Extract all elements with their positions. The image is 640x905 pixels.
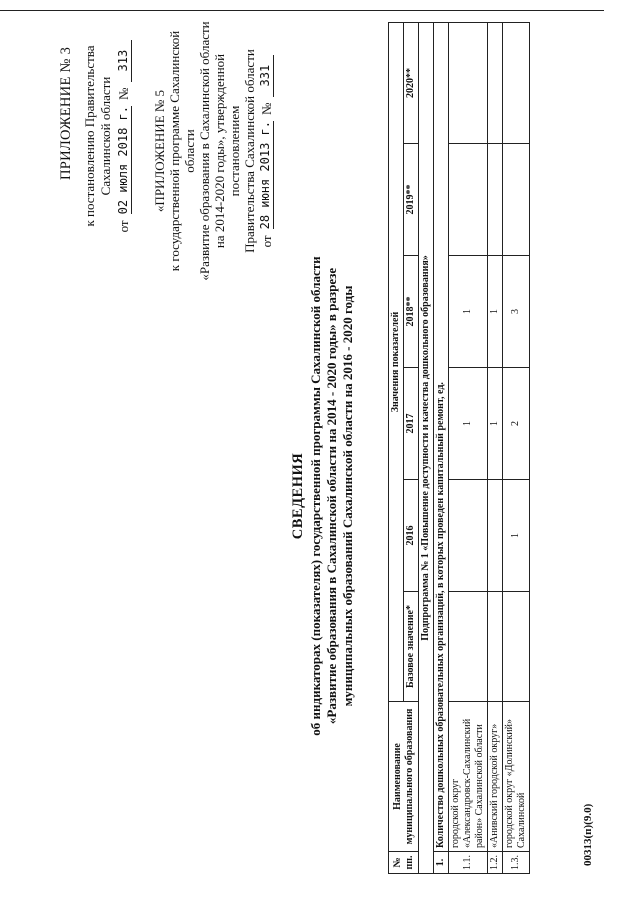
title-line3: муниципальных образований Сахалинской области на 2016 - 2020 годы [340,285,355,707]
cell-2019 [503,144,530,256]
cell-2018: 1 [449,256,488,368]
table-row [449,23,488,874]
cell-2020 [503,23,530,144]
table-row [503,23,530,874]
cell-2016: 1 [503,480,530,592]
cell-base [503,592,530,702]
indicator-num: 1. [434,852,449,874]
resolution-number: 313 [115,40,132,82]
cell-base [488,592,503,702]
resolution-line1: к постановлению Правительства [82,45,97,227]
program-appendix-block [152,21,274,281]
table-row [488,23,503,874]
col-year-header: 2020** [404,23,419,144]
cell-2018: 3 [503,256,530,368]
cell-base [449,592,488,702]
table-header-row [389,23,404,874]
rotated-page [52,6,612,870]
program-line1: к государственной программе Сахалинской области [167,30,197,272]
cell-2019 [449,144,488,256]
document-title [290,216,356,776]
cell-2016 [488,480,503,592]
cell-2016 [449,480,488,592]
program-line4: Правительства Сахалинской области [242,49,257,253]
subprogram-row [419,23,434,874]
number-label: № [116,87,131,101]
indicator-text: Количество дошкольных образовательных организаций, в которых проведен капитальный ремонт, ед. [434,23,449,852]
program-date-line [258,21,274,281]
program-line3: на 2014-2020 годы», утвержденной постановлением [212,53,242,249]
resolution-block [82,11,132,261]
program-date: 28 июня 2013 г. [258,121,272,230]
title-heading: СВЕДЕНИЯ [290,452,306,540]
cell-2017: 1 [488,368,503,480]
cell-2017: 1 [449,368,488,480]
from-label: от [259,235,274,248]
indicators-table [388,22,530,874]
indicator-row [434,23,449,874]
row-num: 1.1. [449,852,488,874]
col-year-header: 2019** [404,144,419,256]
cell-2020 [488,23,503,144]
title-line1: об индикаторах (показателях) государственной программы Сахалинской области [308,256,323,736]
cell-2020 [449,23,488,144]
program-line2: «Развитие образования в Сахалинской области [197,21,212,281]
resolution-date-line [115,11,132,261]
resolution-line2: Сахалинской области [98,76,113,196]
appendix-title: ПРИЛОЖЕНИЕ № 3 [58,46,74,180]
col-year-header: 2017 [404,368,419,480]
number-label: № [259,102,274,116]
col-year-header: 2018** [404,256,419,368]
row-num: 1.3. [503,852,530,874]
row-name: «Анивский городской округ» [488,702,503,852]
row-num: 1.2. [488,852,503,874]
cell-2017: 2 [503,368,530,480]
col-year-header: 2016 [404,480,419,592]
cell-2018: 1 [488,256,503,368]
row-name: городской округ «Александровск-Сахалинский район» Сахалинской области [449,702,488,852]
program-appendix-title: «ПРИЛОЖЕНИЕ № 5 [152,89,167,213]
program-number: 331 [258,55,274,97]
from-label: от [116,220,131,233]
col-num-header: № пп. [389,852,419,874]
row-name: городской округ «Долинский» Сахалинской [503,702,530,852]
cell-2019 [488,144,503,256]
col-base-header: Базовое значение* [404,592,419,702]
subprogram-title: Подпрограмма № 1 «Повышение доступности и качества дошкольного образования» [419,23,434,874]
col-values-group-header: Значения показателей [389,23,404,702]
col-name-header: Наименование муниципального образования [389,702,419,852]
resolution-date: 02 июля 2018 г. [116,106,130,215]
document-code: 00313(п)(9.0) [582,803,594,866]
title-line2: «Развитие образования в Сахалинской области на 2014 - 2020 годы» в разрезе [324,267,339,725]
